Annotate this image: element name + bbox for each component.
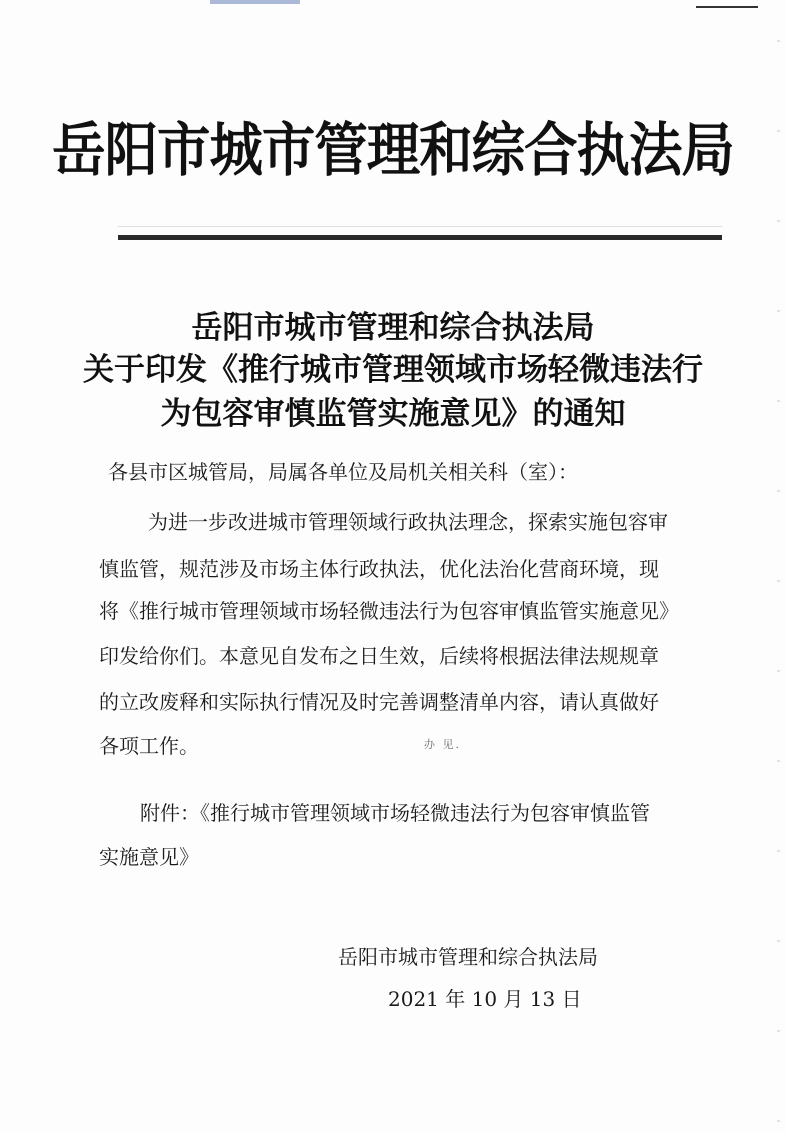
body-line-6: 各项工作。: [99, 734, 199, 758]
body-line-4: 印发给你们。本意见自发布之日生效，后续将根据法律法规规章: [99, 644, 659, 668]
scan-artifact-edge: [777, 0, 780, 1133]
body-line-2: 慎监管，规范涉及市场主体行政执法，优化法治化营商环境，现: [99, 557, 659, 581]
body-line-1: 为进一步改进城市管理领域行政执法理念，探索实施包容审: [148, 510, 668, 534]
letterhead-faint-rule: [118, 226, 722, 227]
attachment-line-1: 附件：《推行城市管理领域市场轻微违法行为包容审慎监管: [140, 801, 650, 825]
scan-artifact-top-right: [696, 6, 758, 8]
scan-artifact-top: [210, 0, 300, 4]
salutation: 各县市区城管局，局属各单位及局机关相关科（室）：: [108, 460, 578, 484]
letterhead-agency-name: 岳阳市城市管理和综合执法局: [52, 116, 734, 184]
body-line-3: 将《推行城市管理领域市场轻微违法行为包容审慎监管实施意见》: [99, 599, 679, 623]
document-title-line-2: 关于印发《推行城市管理领域市场轻微违法行: [83, 352, 703, 388]
signature-organization: 岳阳市城市管理和综合执法局: [338, 945, 598, 969]
signature-date: 2021 年 10 月 13 日: [388, 987, 582, 1011]
document-title-line-3: 为包容审慎监管实施意见》的通知: [160, 396, 626, 432]
letterhead-red-rule: [118, 235, 722, 240]
body-line-5: 的立改废释和实际执行情况及时完善调整清单内容，请认真做好: [99, 690, 659, 714]
attachment-line-2: 实施意见》: [99, 845, 199, 869]
stamp-residue: 办 见.: [424, 738, 461, 751]
document-title-line-1: 岳阳市城市管理和综合执法局: [191, 310, 595, 346]
